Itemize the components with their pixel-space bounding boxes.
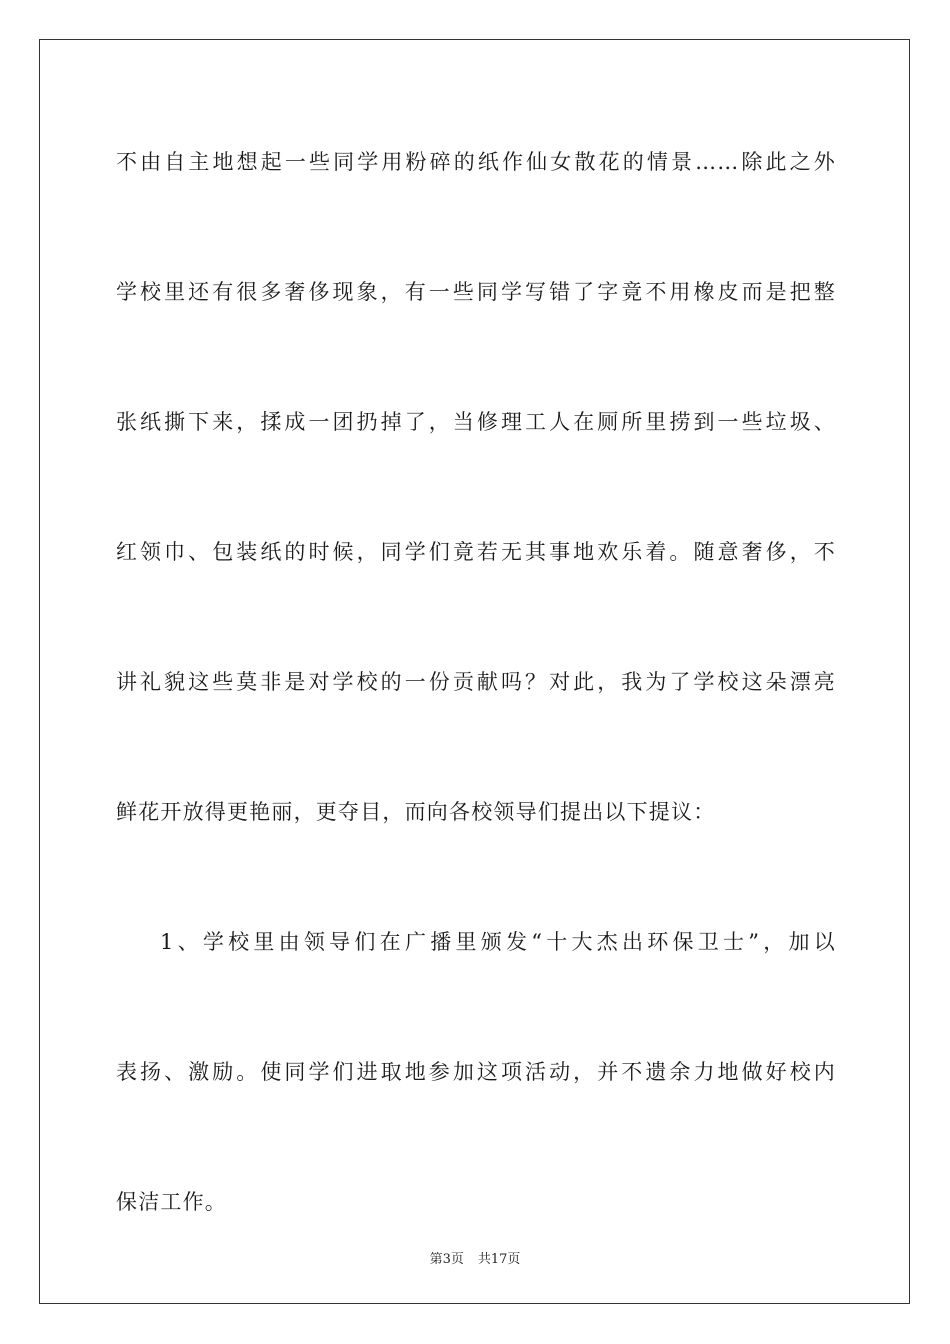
text-line-2: 学校里还有很多奢侈现象，有一些同学写错了字竟不用橡皮而是把整	[116, 280, 836, 304]
text-line-3: 张纸撕下来，揉成一团扔掉了，当修理工人在厕所里捞到一些垃圾、	[116, 410, 836, 434]
line-spacer	[116, 585, 836, 650]
line-spacer	[116, 195, 836, 260]
text-line-6: 鲜花开放得更艳丽，更夺目，而向各校领导们提出以下提议：	[116, 800, 716, 824]
total-pages: 共17页	[477, 1252, 521, 1267]
text-line-1: 不由自主地想起一些同学用粉碎的纸作仙女散花的情景……除此之外	[116, 150, 836, 174]
line-spacer	[116, 1105, 836, 1170]
line-spacer	[116, 455, 836, 520]
text-line-9: 保洁工作。	[116, 1190, 227, 1214]
page-footer	[0, 1248, 950, 1267]
line-spacer	[116, 975, 836, 1040]
line-spacer	[116, 845, 836, 910]
text-line-5: 讲礼貌这些莫非是对学校的一份贡献吗？对此，我为了学校这朵漂亮	[116, 670, 836, 694]
line-spacer	[116, 325, 836, 390]
page-number: 第3页	[429, 1252, 464, 1267]
document-body	[116, 130, 836, 1235]
text-line-8: 表扬、激励。使同学们进取地参加这项活动，并不遗余力地做好校内	[116, 1060, 836, 1084]
text-line-4: 红领巾、包装纸的时候，同学们竟若无其事地欢乐着。随意奢侈，不	[116, 540, 836, 564]
text-line-7: 1、学校里由领导们在广播里颁发“十大杰出环保卫士”，加以	[160, 930, 836, 954]
line-spacer	[116, 715, 836, 780]
